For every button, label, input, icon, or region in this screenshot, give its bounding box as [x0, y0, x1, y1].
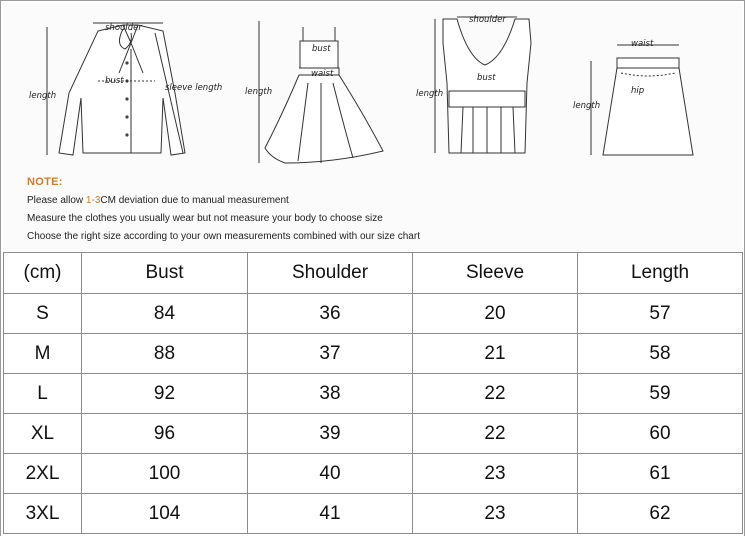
header-unit: (cm) [4, 253, 82, 294]
shoulder-cell: 37 [248, 334, 413, 374]
table-row [4, 494, 743, 534]
sleeve-cell: 21 [413, 334, 578, 374]
size-cell: 3XL [4, 494, 82, 534]
table-row [4, 334, 743, 374]
shoulder-label-2: shoulder [469, 15, 506, 25]
bust-label-1: bust [105, 76, 124, 86]
header-sleeve: Sleeve [413, 253, 578, 294]
bust-cell: 104 [82, 494, 248, 534]
size-table [3, 252, 743, 534]
length-label-4: length [573, 101, 601, 111]
waist-label-1: waist [311, 69, 334, 79]
shoulder-label-1: shoulder [105, 23, 142, 33]
waist-label-2: waist [631, 39, 654, 49]
shoulder-cell: 38 [248, 374, 413, 414]
measurement-illustration [3, 3, 742, 251]
size-cell: S [4, 294, 82, 334]
shoulder-cell: 40 [248, 454, 413, 494]
table-row [4, 454, 743, 494]
header-bust: Bust [82, 253, 248, 294]
bust-cell: 92 [82, 374, 248, 414]
length-label-2: length [245, 87, 273, 97]
shoulder-cell: 41 [248, 494, 413, 534]
vest-drawing [435, 17, 531, 153]
length-label-3: length [416, 89, 444, 99]
skirt-drawing [591, 45, 693, 155]
size-cell: XL [4, 414, 82, 454]
table-row [4, 294, 743, 334]
bust-cell: 88 [82, 334, 248, 374]
length-cell: 58 [578, 334, 743, 374]
bust-label-3: bust [477, 73, 496, 83]
note-line-choose: Choose the right size according to your own measurements combined with our size chart [27, 231, 420, 242]
bust-cell: 84 [82, 294, 248, 334]
length-cell: 60 [578, 414, 743, 454]
length-cell: 62 [578, 494, 743, 534]
length-label-1: length [29, 91, 57, 101]
note-line-deviation: Please allow 1-3CM deviation due to manual measurement [27, 195, 289, 206]
size-cell: L [4, 374, 82, 414]
sleeve-cell: 23 [413, 494, 578, 534]
size-cell: 2XL [4, 454, 82, 494]
dress-drawing [259, 21, 383, 163]
length-cell: 61 [578, 454, 743, 494]
sleeve-length-label: sleeve length [165, 83, 223, 93]
shoulder-cell: 39 [248, 414, 413, 454]
bust-label-2: bust [312, 44, 331, 54]
header-shoulder: Shoulder [248, 253, 413, 294]
sleeve-cell: 22 [413, 414, 578, 454]
bust-cell: 100 [82, 454, 248, 494]
shoulder-cell: 36 [248, 294, 413, 334]
header-length: Length [578, 253, 743, 294]
size-table-header-row [4, 253, 743, 294]
length-cell: 57 [578, 294, 743, 334]
hip-label: hip [631, 86, 645, 96]
note-line-measure: Measure the clothes you usually wear but not measure your body to choose size [27, 213, 383, 224]
sleeve-cell: 23 [413, 454, 578, 494]
sleeve-cell: 20 [413, 294, 578, 334]
length-cell: 59 [578, 374, 743, 414]
sleeve-cell: 22 [413, 374, 578, 414]
size-cell: M [4, 334, 82, 374]
note-title: NOTE: [27, 176, 63, 188]
bust-cell: 96 [82, 414, 248, 454]
table-row [4, 414, 743, 454]
table-row [4, 374, 743, 414]
